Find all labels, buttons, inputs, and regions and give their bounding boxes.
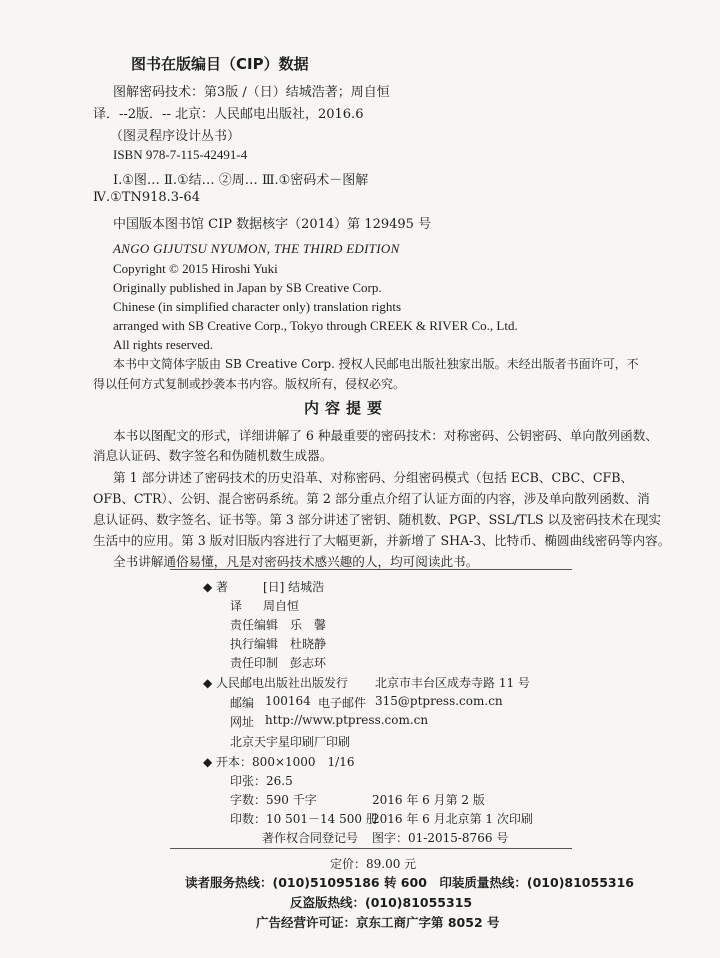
print-date: 2016 年 6 月北京第 1 次印刷	[372, 812, 533, 826]
original-title: ANGO GIJUTSU NYUMON, THE THIRD EDITION	[113, 241, 400, 256]
summary-heading: 内容提要	[304, 399, 389, 417]
price: 定价：89.00 元	[330, 857, 417, 871]
anti-piracy-hotline: 反盗版热线：(010)81055315	[290, 895, 473, 910]
copyright-notice-line1: 本书中文简体字版由 SB Creative Corp. 授权人民邮电出版社独家出版。未经出版者书面许可，不	[113, 357, 639, 371]
format: ◆ 开本：800×1000 1/16	[203, 755, 355, 769]
cip-isbn: ISBN 978-7-115-42491-4	[113, 147, 248, 162]
translator: 周自恒	[263, 599, 300, 613]
cip-subject-line1: Ⅰ.①图… Ⅱ.①结… ②周… Ⅲ.①密码术－图解	[113, 173, 369, 188]
author-label: ◆ 著	[203, 580, 229, 594]
website-label: 网址	[230, 715, 255, 729]
editor-label: 责任编辑	[230, 618, 279, 632]
summary-p2-line3: 息认证码、数字签名、证书等。第 3 部分讲述了密钥、随机数、PGP、SSL/TLS 以及密码技术在现实	[93, 512, 662, 527]
exec-editor-label: 执行编辑	[230, 637, 279, 651]
reader-hotline: 读者服务热线：(010)51095186 转 600 印装质量热线：(010)81055316	[185, 875, 634, 890]
print-run: 印数：10 501－14 500 册	[230, 812, 378, 826]
postcode-label: 邮编	[230, 696, 255, 710]
email-label: 电子邮件	[318, 696, 367, 710]
summary-p1-line2: 消息认证码、数字签名和伪随机数生成器。	[93, 448, 333, 463]
publisher-address: 北京市丰台区成寿寺路 11 号	[375, 676, 530, 690]
summary-p1-line1: 本书以图配文的形式，详细讲解了 6 种最重要的密码技术：对称密码、公钥密码、单向散列函数、	[113, 428, 658, 443]
word-count: 字数：590 千字	[230, 793, 317, 807]
ad-license: 广告经营许可证：京东工商广字第 8052 号	[256, 915, 500, 930]
contract-number: 图字：01-2015-8766 号	[372, 831, 509, 845]
credits-bottom-rule	[170, 848, 572, 849]
summary-p2-line1: 第 1 部分讲述了密码技术的历史沿革、对称密码、分组密码模式（包括 ECB、CBC、CFB、	[113, 470, 634, 485]
summary-p3-line1: 全书讲解通俗易懂，凡是对密码技术感兴趣的人，均可阅读此书。	[113, 554, 479, 569]
cip-series: （图灵程序设计丛书）	[110, 129, 241, 144]
summary-p2-line4: 生活中的应用。第 3 版对旧版内容进行了大幅更新，并新增了 SHA-3、比特币、椭圆曲线密码等内容。	[93, 533, 671, 548]
email: 315@ptpress.com.cn	[375, 694, 503, 708]
print-supervisor-label: 责任印制	[230, 656, 279, 670]
translator-label: 译	[230, 599, 243, 613]
sheets: 印张：26.5	[230, 774, 293, 788]
cip-title: 图书在版编目（CIP）数据	[131, 55, 309, 73]
translation-rights: Chinese (in simplified character only) translation rights	[113, 299, 402, 314]
copyright-line: Copyright © 2015 Hiroshi Yuki	[113, 261, 278, 276]
copyright-notice-line2: 得以任何方式复制或抄袭本书内容。版权所有，侵权必究。	[93, 377, 406, 391]
exec-editor: 杜晓静	[290, 637, 327, 651]
cip-entry-line1: 图解密码技术：第3版 /（日）结城浩著；周自恒	[113, 85, 390, 100]
edition: 2016 年 6 月第 2 版	[372, 793, 485, 807]
all-rights-reserved: All rights reserved.	[113, 337, 214, 352]
author: [日] 结城浩	[263, 580, 325, 594]
arrangement-line: arranged with SB Creative Corp., Tokyo through CREEK & RIVER Co., Ltd.	[113, 318, 518, 333]
website: http://www.ptpress.com.cn	[265, 713, 429, 727]
publisher: ◆ 人民邮电出版社出版发行	[203, 676, 349, 690]
editor: 乐 馨	[290, 618, 327, 632]
cip-entry-line2: 译．--2版．-- 北京：人民邮电出版社，2016.6	[93, 107, 364, 122]
contract-label: 著作权合同登记号	[262, 831, 359, 845]
credits-top-rule	[170, 569, 572, 570]
printer: 北京天宇星印刷厂印刷	[230, 735, 351, 749]
postcode: 100164	[265, 694, 311, 708]
cip-library-number: 中国版本图书馆 CIP 数据核字（2014）第 129495 号	[113, 217, 432, 232]
print-supervisor: 彭志环	[290, 656, 327, 670]
summary-p2-line2: OFB、CTR）、公钥、混合密码系统。第 2 部分重点介绍了认证方面的内容，涉及单向散列函数、消	[93, 491, 650, 506]
original-publisher: Originally published in Japan by SB Creative Corp.	[113, 280, 382, 295]
cip-subject-line2: Ⅳ.①TN918.3-64	[93, 190, 200, 205]
